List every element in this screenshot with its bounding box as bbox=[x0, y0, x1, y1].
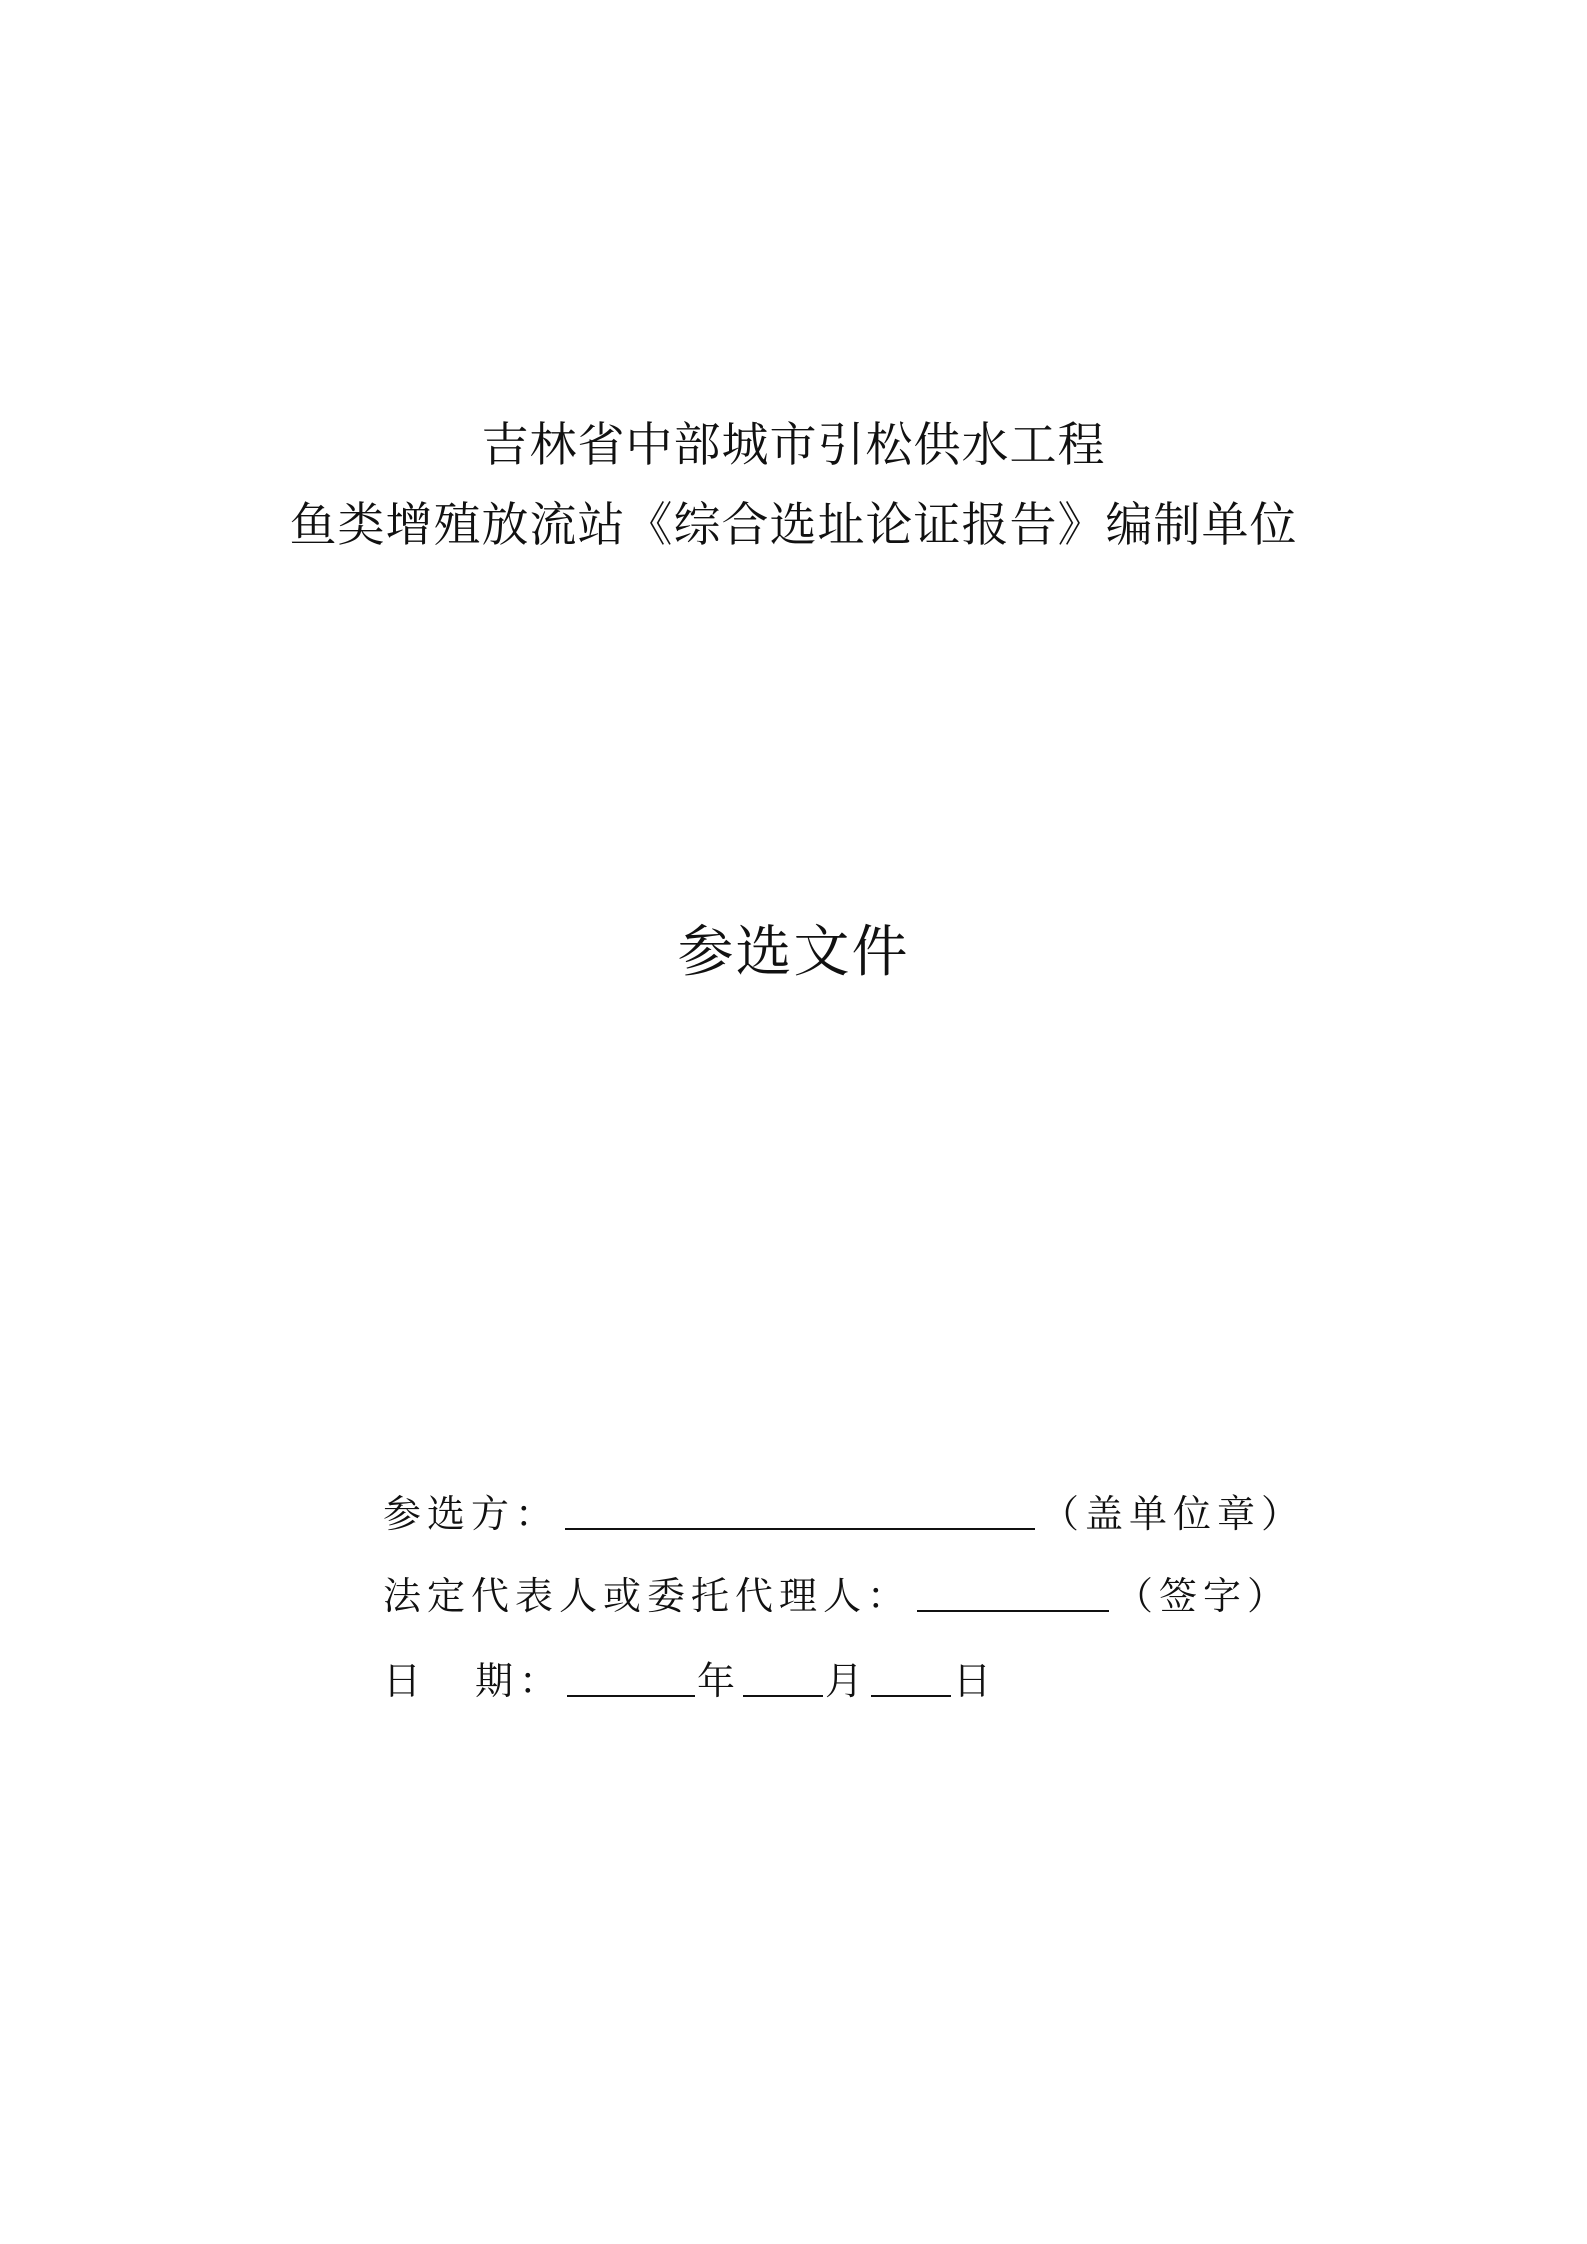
date-label-char-1: 日 bbox=[383, 1659, 428, 1703]
party-seal-note: （盖单位章） bbox=[1041, 1492, 1306, 1536]
representative-row bbox=[383, 1560, 1291, 1620]
representative-signature-note: （签字） bbox=[1115, 1574, 1292, 1618]
day-blank-line[interactable] bbox=[871, 1694, 951, 1697]
date-label-char-2: 期： bbox=[475, 1659, 564, 1703]
document-title-line-1: 吉林省中部城市引松供水工程 bbox=[481, 418, 1106, 473]
document-title-line-2: 鱼类增殖放流站《综合选址论证报告》编制单位 bbox=[289, 498, 1298, 553]
representative-blank-line[interactable] bbox=[917, 1609, 1109, 1612]
document-type-heading: 参选文件 bbox=[677, 920, 910, 985]
month-blank-line[interactable] bbox=[743, 1694, 823, 1697]
month-unit: 月 bbox=[825, 1659, 870, 1703]
year-unit: 年 bbox=[697, 1659, 742, 1703]
year-blank-line[interactable] bbox=[567, 1694, 695, 1697]
party-blank-line[interactable] bbox=[565, 1527, 1035, 1530]
date-row bbox=[383, 1645, 997, 1705]
party-row bbox=[383, 1478, 1305, 1538]
day-unit: 日 bbox=[953, 1659, 998, 1703]
party-label: 参选方： bbox=[383, 1492, 560, 1536]
representative-label: 法定代表人或委托代理人： bbox=[383, 1574, 912, 1618]
